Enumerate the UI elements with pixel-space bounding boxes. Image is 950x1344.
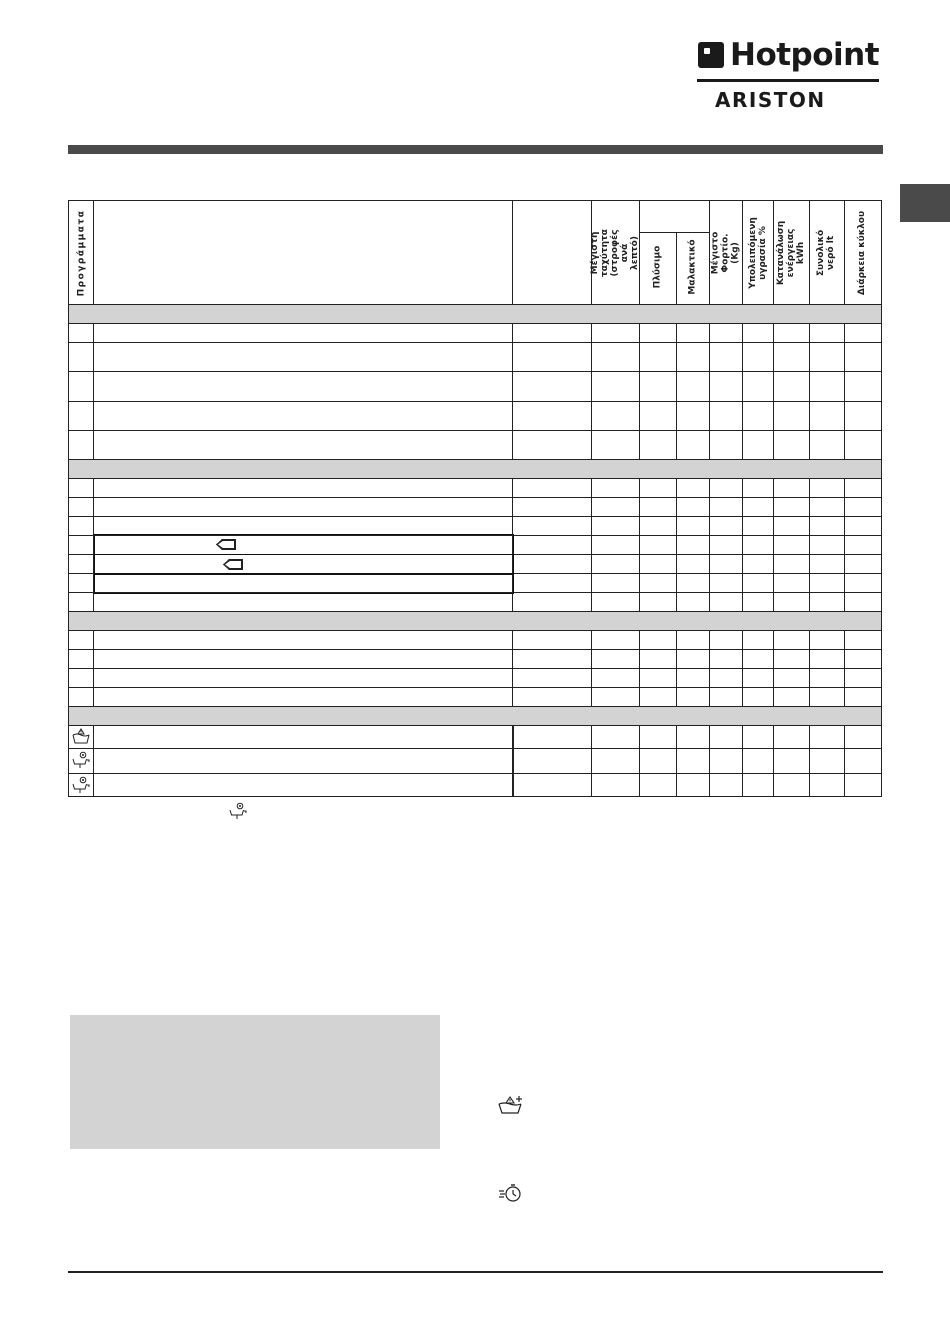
row-line [69,430,881,431]
highlight-row [94,554,514,575]
note-box [70,1015,440,1149]
section-band [69,459,881,478]
row-line [69,478,881,479]
row-line [69,304,881,305]
highlight-row [94,573,514,594]
spin-tub-icon [72,751,90,769]
row-line [69,342,881,343]
section-band [69,304,881,323]
header-energy: Κατανάλωση ενέργειας kWh [776,220,806,286]
brand-name: Hotpoint [730,37,880,73]
header-duration: Διάρκεια κύκλου [857,210,868,296]
row-line [69,773,881,774]
header-max-load: Μέγιστο Φορτίο. (Kg) [710,231,741,275]
row-line [69,687,881,688]
highlight-row [94,534,514,555]
row-line [69,630,881,631]
row-line [69,668,881,669]
row-line [69,371,881,372]
brand-logo [697,38,879,114]
row-line [69,748,881,749]
section-band [69,611,881,630]
brand-subname: ARISTON [715,88,826,112]
header-programmes: Προγράμματα [76,209,86,297]
row-line [69,649,881,650]
header-residual-humidity: Υπολειπόμενη υγρασία % [747,217,768,289]
header-max-speed: Μέγιστη ταχύτητα (στροφές ανά λεπτό) [590,229,640,277]
row-line [69,706,881,707]
header-softener: Μαλακτικό [687,238,698,295]
stain-tub-icon [72,727,90,745]
timer-icon [498,1183,524,1203]
drain-tub-icon [72,776,90,794]
row-line [69,611,881,612]
header-bar [68,145,883,154]
footer-line [68,1271,883,1273]
header-water: Συνολικό νερό lt [816,229,837,277]
super-wash-icon [498,1095,524,1115]
logo-mark-icon [698,42,724,68]
row-line [69,497,881,498]
row-line [69,401,881,402]
row-line [69,459,881,460]
section-tab [900,184,950,222]
programme-table [68,200,882,797]
row-line [69,516,881,517]
row-line [69,725,881,726]
logo-divider [697,79,879,82]
header-wash: Πλύσιμο [652,245,663,288]
footnote-spin-icon [229,802,247,820]
section-band [69,706,881,725]
row-line [69,323,881,324]
